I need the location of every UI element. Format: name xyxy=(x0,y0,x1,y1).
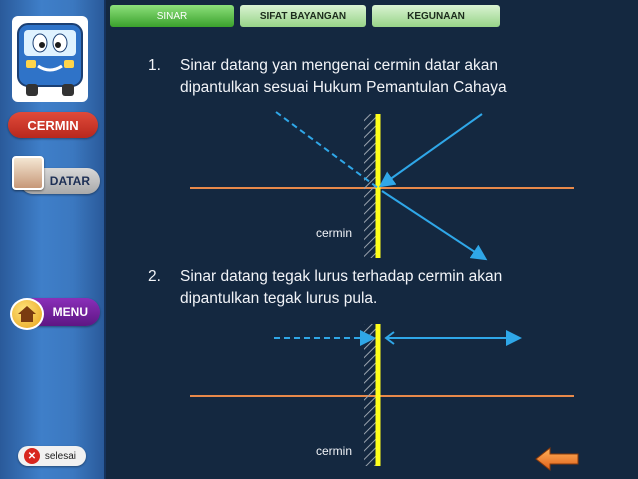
item-2-line2: dipantulkan tegak lurus pula. xyxy=(180,290,378,307)
cermin-button[interactable] xyxy=(8,112,98,138)
item-2-number: 2. xyxy=(148,268,161,285)
extended-ray-1 xyxy=(276,112,378,188)
datar-label: DATAR xyxy=(49,174,90,188)
tab-sifat-bayangan[interactable] xyxy=(240,5,366,27)
cermin-label: CERMIN xyxy=(27,117,79,133)
photo-icon xyxy=(12,156,44,190)
bus-mascot-icon xyxy=(12,16,88,102)
item-2-line1: Sinar datang tegak lurus terhadap cermin akan xyxy=(180,268,503,285)
tab-kegunaan[interactable] xyxy=(372,5,500,27)
close-icon[interactable]: ✕ xyxy=(24,448,40,464)
item-1-number: 1. xyxy=(148,57,161,74)
mirror-backing-2 xyxy=(364,324,376,466)
tab-sinar[interactable] xyxy=(110,5,234,27)
diagram-2-label: cermin xyxy=(316,444,353,458)
incident-ray-1 xyxy=(382,114,482,185)
menu-label: MENU xyxy=(52,305,88,319)
diagram-reflection-oblique xyxy=(104,100,638,270)
home-icon[interactable] xyxy=(10,298,44,330)
back-arrow-icon[interactable] xyxy=(534,446,580,477)
item-1-line1: Sinar datang yan mengenai cermin datar akan xyxy=(180,57,498,74)
tab-sifat-bayangan-label: SIFAT BAYANGAN xyxy=(259,10,347,22)
tab-sinar-label: SINAR xyxy=(156,10,188,22)
diagram-1-label: cermin xyxy=(316,226,353,240)
reflected-ray-1 xyxy=(382,191,484,258)
item-1-line2: dipantulkan sesuai Hukum Pemantulan Cahaya xyxy=(180,79,507,96)
sidebar xyxy=(0,0,106,479)
tab-kegunaan-label: KEGUNAAN xyxy=(407,10,465,22)
selesai-label: selesai xyxy=(44,450,76,462)
